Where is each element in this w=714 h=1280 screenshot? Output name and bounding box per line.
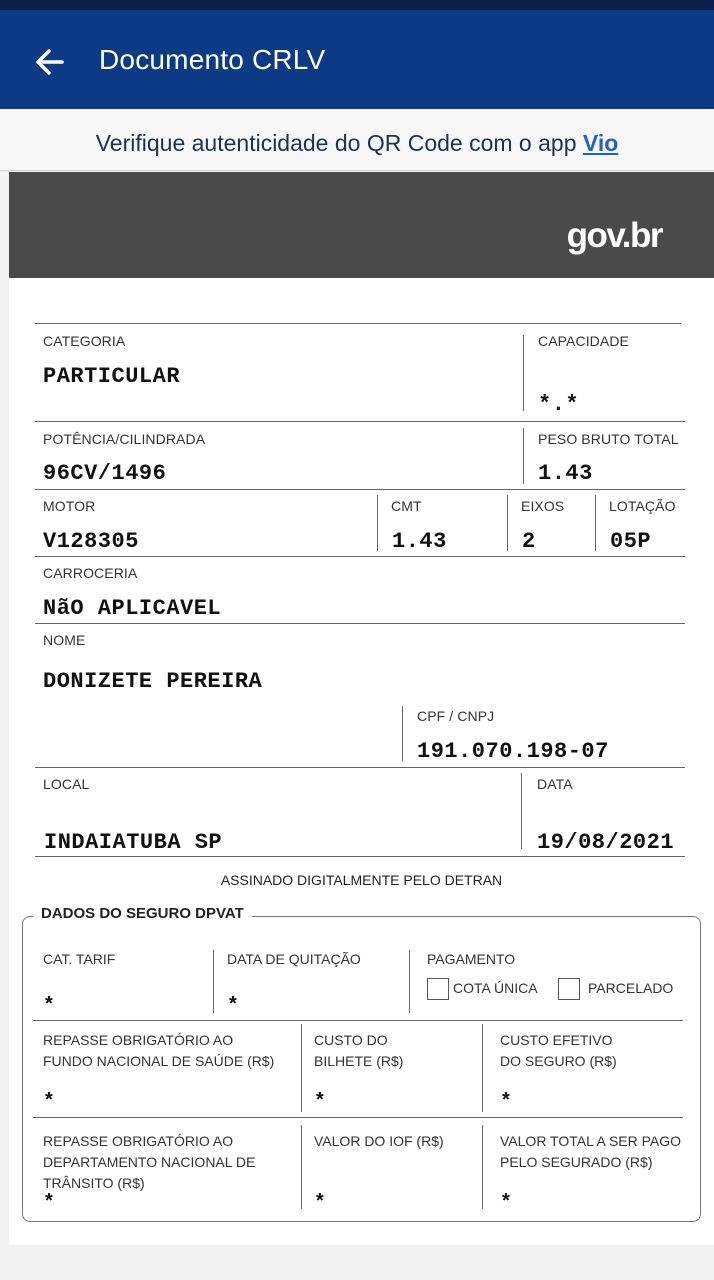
- divider: [35, 421, 685, 422]
- custo-efetivo-label: [500, 1030, 617, 1072]
- page-title: Documento CRLV: [99, 44, 326, 75]
- data-value: 19/08/2021: [537, 830, 675, 855]
- eixos-value: 2: [522, 529, 536, 554]
- divider: [482, 1024, 483, 1112]
- categoria-value: PARTICULAR: [43, 364, 181, 389]
- divider: [402, 706, 403, 761]
- divider: [33, 1117, 683, 1118]
- repasse-saude-value: *: [45, 1089, 53, 1111]
- app-bar: [0, 10, 714, 109]
- arrow-left-icon: [30, 42, 70, 82]
- repasse-transito-value: *: [45, 1190, 53, 1212]
- potencia-value: 96CV/1496: [43, 461, 167, 486]
- custo-bilhete-label-line1: CUSTO DO: [314, 1032, 388, 1048]
- pagamento-label: PAGAMENTO: [427, 951, 516, 967]
- nome-value: DONIZETE PEREIRA: [43, 669, 263, 694]
- valor-total-label-line1: VALOR TOTAL A SER PAGO: [500, 1133, 682, 1149]
- qr-verify-notice: [0, 109, 714, 171]
- status-bar: [0, 0, 714, 10]
- signed-note: ASSINADO DIGITALMENTE PELO DETRAN: [220, 872, 503, 888]
- repasse-saude-label: [43, 1030, 274, 1072]
- dpvat-title: DADOS DO SEGURO DPVAT: [33, 905, 252, 922]
- cmt-value: 1.43: [392, 529, 447, 554]
- capacidade-value: *.*: [538, 392, 580, 417]
- custo-efetivo-label-line2: DO SEGURO (R$): [500, 1053, 617, 1069]
- potencia-label: POTÊNCIA/CILINDRADA: [43, 431, 206, 447]
- valor-iof-label: VALOR DO IOF (R$): [314, 1133, 444, 1149]
- data-label: DATA: [537, 776, 573, 792]
- repasse-saude-label-line1: REPASSE OBRIGATÓRIO AO: [43, 1032, 234, 1048]
- divider: [507, 495, 508, 551]
- parcelado-label: PARCELADO: [588, 980, 674, 996]
- cpf-value: 191.070.198-07: [417, 739, 609, 764]
- local-value: INDAIATUBA SP: [44, 830, 223, 855]
- valor-total-value: *: [502, 1190, 510, 1212]
- peso-value: 1.43: [538, 461, 593, 486]
- divider: [523, 428, 524, 484]
- capacidade-label: CAPACIDADE: [538, 333, 629, 349]
- data-quitacao-label: DATA DE QUITAÇÃO: [227, 951, 361, 967]
- local-label: LOCAL: [43, 776, 90, 792]
- dpvat-section: [22, 905, 701, 1222]
- valor-iof-value: *: [316, 1190, 324, 1212]
- valor-total-label-line2: PELO SEGURADO (R$): [500, 1154, 653, 1170]
- lotacao-value: 05P: [610, 529, 652, 554]
- divider: [213, 950, 214, 1013]
- divider: [33, 1020, 683, 1021]
- divider: [521, 773, 522, 849]
- divider: [377, 495, 378, 551]
- repasse-transito-label-line2: DEPARTAMENTO NACIONAL DE: [43, 1154, 256, 1170]
- divider: [301, 1125, 302, 1209]
- divider: [409, 950, 410, 1013]
- motor-label: MOTOR: [43, 498, 96, 514]
- divider: [35, 767, 685, 768]
- repasse-saude-label-line2: FUNDO NACIONAL DE SAÚDE (R$): [43, 1053, 275, 1069]
- cota-unica-label: COTA ÚNICA: [453, 980, 538, 996]
- divider: [301, 1024, 302, 1112]
- cat-tarif-label: CAT. TARIF: [43, 951, 116, 967]
- divider: [35, 623, 685, 624]
- custo-efetivo-value: *: [502, 1089, 510, 1111]
- divider: [35, 489, 685, 490]
- carroceria-value: NãO APLICAVEL: [43, 596, 222, 621]
- crlv-document: [9, 172, 714, 1245]
- categoria-label: CATEGORIA: [43, 333, 126, 349]
- nome-label: NOME: [43, 632, 86, 648]
- custo-efetivo-label-line1: CUSTO EFETIVO: [500, 1032, 613, 1048]
- divider: [595, 495, 596, 551]
- data-quitacao-value: *: [229, 993, 237, 1015]
- repasse-transito-label: [43, 1131, 255, 1194]
- custo-bilhete-label: [314, 1030, 403, 1072]
- page-bottom: [0, 1245, 714, 1280]
- back-button[interactable]: [30, 42, 70, 82]
- cpf-label: CPF / CNPJ: [417, 708, 495, 724]
- motor-value: V128305: [43, 529, 139, 554]
- repasse-transito-label-line3: TRÂNSITO (R$): [43, 1175, 145, 1191]
- divider: [523, 335, 524, 411]
- divider: [482, 1125, 483, 1209]
- custo-bilhete-label-line2: BILHETE (R$): [314, 1053, 404, 1069]
- repasse-transito-label-line1: REPASSE OBRIGATÓRIO AO: [43, 1133, 234, 1149]
- divider: [35, 856, 685, 857]
- cota-unica-checkbox[interactable]: [427, 978, 449, 1000]
- custo-bilhete-value: *: [316, 1089, 324, 1111]
- eixos-label: EIXOS: [521, 498, 565, 514]
- cat-tarif-value: *: [45, 993, 53, 1015]
- govbr-logo: gov.br: [566, 216, 662, 255]
- cmt-label: CMT: [391, 498, 422, 514]
- valor-total-label: [500, 1131, 681, 1173]
- lotacao-label: LOTAÇÃO: [609, 498, 676, 514]
- vio-app-link[interactable]: Vio: [582, 130, 619, 156]
- carroceria-label: CARROCERIA: [43, 565, 138, 581]
- notice-text: Verifique autenticidade do QR Code com o app: [95, 130, 583, 156]
- peso-label: PESO BRUTO TOTAL: [538, 431, 679, 447]
- divider: [35, 323, 681, 324]
- parcelado-checkbox[interactable]: [558, 978, 580, 1000]
- divider: [35, 556, 685, 557]
- document-header: [9, 172, 714, 278]
